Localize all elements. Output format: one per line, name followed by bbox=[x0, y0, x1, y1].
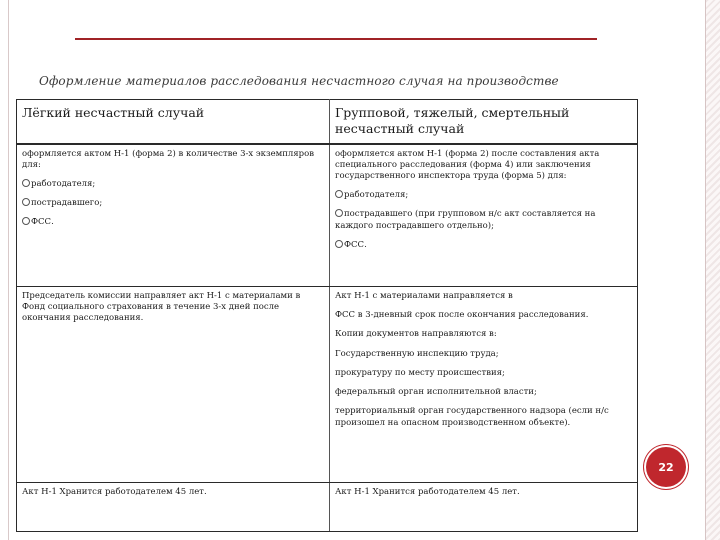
bullet-icon bbox=[22, 217, 30, 225]
table-row bbox=[17, 483, 638, 532]
bullet-text: пострадавшего (при групповом н/с акт составляется на каждого пострадавшего отдельно); bbox=[335, 209, 596, 231]
severe-submission-line: территориальный орган государственного надзора (если н/с произошел на опасном производственном объекте). bbox=[335, 406, 609, 428]
light-submission-text: Председатель комиссии направляет акт Н-1 с материалами в Фонд социального страхования в течение 3-х дней после окончания расследования. bbox=[22, 291, 301, 324]
severe-submission-line: Государственную инспекцию труда; bbox=[335, 348, 499, 359]
table-row bbox=[17, 287, 638, 483]
severe-submission-line: Копии документов направляются в: bbox=[335, 329, 497, 340]
bullet-icon bbox=[335, 209, 343, 217]
title-divider bbox=[75, 38, 597, 40]
cell-severe-registration bbox=[330, 144, 638, 287]
bullet-text: пострадавшего; bbox=[31, 198, 103, 209]
bullet-text: ФСС. bbox=[344, 239, 367, 250]
list-item bbox=[22, 179, 324, 190]
table-header-row bbox=[17, 100, 638, 144]
header-light-case: Лёгкий несчастный случай bbox=[17, 100, 330, 144]
bullet-icon bbox=[335, 240, 343, 248]
investigation-table bbox=[16, 99, 638, 532]
table-row bbox=[17, 144, 638, 287]
light-registration-intro: оформляется актом Н-1 (форма 2) в количестве 3-х экземпляров для: bbox=[22, 148, 315, 170]
header-severe-case: Групповой, тяжелый, смертельный несчастный случай bbox=[330, 100, 638, 144]
page-number-badge: 22 bbox=[646, 447, 686, 487]
list-item bbox=[22, 198, 324, 209]
bullet-text: работодателя; bbox=[344, 190, 409, 201]
cell-light-storage: Акт Н-1 Хранится работодателем 45 лет. bbox=[17, 483, 330, 532]
bullet-icon bbox=[22, 198, 30, 206]
severe-submission-line: Акт Н-1 с материалами направляется в bbox=[335, 291, 513, 301]
list-item bbox=[335, 240, 632, 251]
severe-submission-line: прокуратуру по месту происшествия; bbox=[335, 367, 505, 378]
cell-severe-submission bbox=[330, 287, 638, 483]
list-item bbox=[335, 190, 632, 201]
severe-submission-line: федеральный орган исполнительной власти; bbox=[335, 387, 537, 398]
bullet-text: работодателя; bbox=[31, 178, 96, 189]
severe-registration-intro: оформляется актом Н-1 (форма 2) после составления акта специального расследования (форма 4) или заключения государственного инспектора труда (форма 5) для: bbox=[335, 148, 600, 181]
slide-side-pattern bbox=[705, 0, 720, 540]
list-item bbox=[335, 209, 632, 231]
bullet-icon bbox=[335, 190, 343, 198]
severe-submission-line: ФСС в 3-дневный срок после окончания расследования. bbox=[335, 310, 589, 321]
cell-light-registration bbox=[17, 144, 330, 287]
cell-severe-storage: Акт Н-1 Хранится работодателем 45 лет. bbox=[330, 483, 638, 532]
list-item bbox=[22, 217, 324, 228]
bullet-text: ФСС. bbox=[31, 217, 54, 228]
cell-light-submission bbox=[17, 287, 330, 483]
slide-title: Оформление материалов расследования несчастного случая на производстве bbox=[39, 74, 559, 88]
bullet-icon bbox=[22, 179, 30, 187]
